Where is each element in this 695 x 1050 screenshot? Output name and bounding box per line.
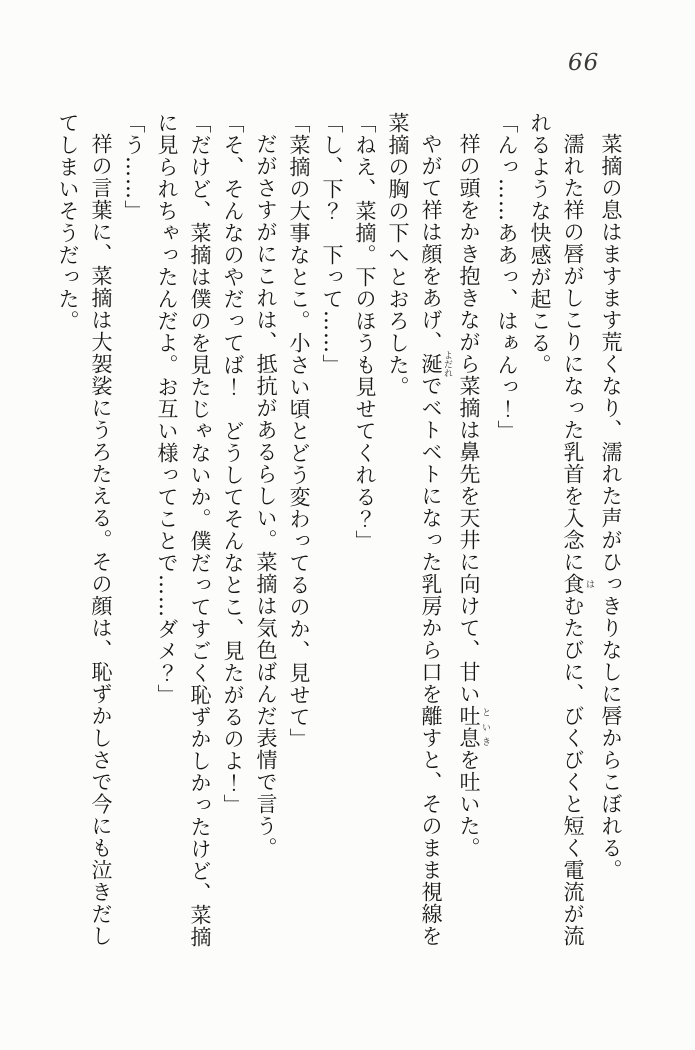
paragraph: 「し、下？ 下って……」	[320, 112, 344, 376]
paragraph: 「ねえ、菜摘。下のほうも見せてくれる？」	[353, 112, 377, 552]
furigana-annotated-word: 食 は	[561, 573, 594, 595]
paragraph: 祥の頭をかき抱きながら菜摘は鼻先を天井に向けて、甘い吐息 といきを吐いた。	[457, 133, 490, 859]
paragraph: だがさすがにこれは、抵抗があるらしい。菜摘は気色ばんだ表情で言う。	[254, 133, 278, 859]
paragraph: 「だけど、菜摘は僕のを見たじゃないか。僕だってすごく恥ずかしかったけど、菜摘に見られちゃったんだよ。お互い様ってことで……ダメ？」	[155, 112, 212, 948]
paragraph: 菜摘の息はますます荒くなり、濡れた声がひっきりなしに唇からこぼれる。	[599, 133, 623, 881]
paragraph: 濡れた祥の唇がしこりになった乳首を入念に食 はむたびに、びくびくと短く電流が流れるような快感が起こる。	[528, 112, 594, 947]
page-text	[51, 112, 627, 958]
page-number: 66	[568, 50, 600, 76]
furigana-annotated-word: 涎 よだれ	[419, 350, 452, 378]
paragraph: 「そ、そんなのやだってば！ どうしてそんなとこ、見たがるのよ！」	[221, 112, 245, 816]
furigana-annotated-word: 吐息 といき	[457, 705, 490, 749]
paragraph: やがて祥は顔をあげ、涎 よだれでベトベトになった乳房から口を離すと、そのまま視線を菜摘の胸の下へとおろした。	[386, 112, 452, 947]
paragraph: 「菜摘の大事なとこ。小さい頃とどう変わってるのか、見せて」	[287, 112, 311, 750]
paragraph: 「んっ……ああっ、はぁんっ！」	[495, 112, 519, 442]
paragraph: 祥の言葉に、菜摘は大袈裟にうろたえる。その顔は、恥ずかしさで今にも泣きだしてしまいそうだった。	[56, 112, 113, 947]
paragraph: 「う……」	[122, 112, 146, 222]
